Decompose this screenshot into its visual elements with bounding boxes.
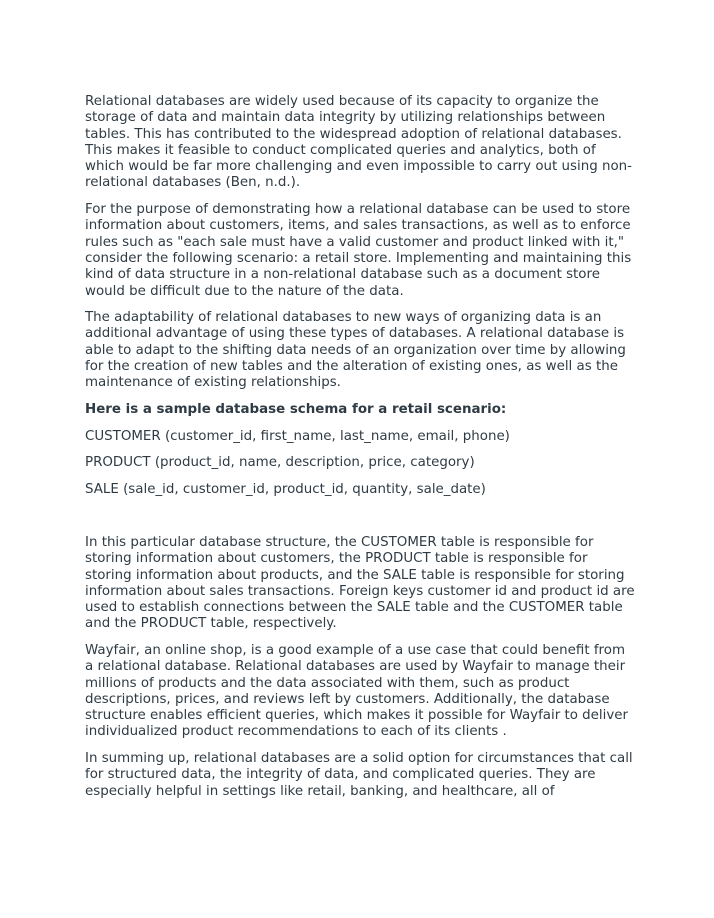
paragraph-relational-intro: Relational databases are widely used because of its capacity to organize the storage of data and maintain data integrity by utilizing relationships between tables. This has contributed to the widespread adoption of relational databases. This makes it feasible to conduct complicated queries and analytics, both of which would be far more challenging and even impossible to carry out using non-relational databases (Ben, n.d.). (85, 94, 632, 191)
paragraph-wayfair-example: Wayfair, an online shop, is a good example of a use case that could benefit from a relational database. Relational databases are used by Wayfair to manage their millions of products and the data associated with them, such as product descriptions, prices, and reviews left by customers. Additionally, the database structure enables efficient queries, which makes it possible for Wayfair to deliver individualized product recommendations to each of its clients . (85, 642, 629, 740)
paragraph-schema-explanation: In this particular database structure, the CUSTOMER table is responsible for storing information about customers, the PRODUCT table is responsible for storing information about products, and the SALE table is responsible for storing information about sales transactions. Foreign keys customer id and product id are used to establish connections between the SALE table and the CUSTOMER table and the PRODUCT table, respectively. (85, 534, 635, 632)
schema-line-sale: SALE (sale_id, customer_id, product_id, quantity, sale_date) (85, 481, 486, 497)
schema-heading: Here is a sample database schema for a retail scenario: (85, 401, 507, 417)
paragraph-adaptability: The adaptability of relational databases to new ways of organizing data is an additional advantage of using these types of databases. A relational database is able to adapt to the shifting data needs of an organization over time by allowing for the creation of new tables and the alteration of existing ones, as well as the maintenance of existing relationships. (85, 310, 626, 391)
document-body (85, 94, 637, 810)
paragraph-retail-scenario: For the purpose of demonstrating how a relational database can be used to store information about customers, items, and sales transactions, as well as to enforce rules such as "each sale must have a valid customer and product linked with it," consider the following scenario: a retail store. Implementing and maintaining this kind of data structure in a non-relational database such as a document store would be difficult due to the nature of the data. (85, 202, 632, 299)
blank-line (85, 508, 637, 524)
schema-line-product: PRODUCT (product_id, name, description, price, category) (85, 455, 475, 471)
schema-line-customer: CUSTOMER (customer_id, first_name, last_name, email, phone) (85, 428, 510, 444)
paragraph-summary: In summing up, relational databases are a solid option for circumstances that call for structured data, the integrity of data, and complicated queries. They are especially helpful in settings like retail, banking, and healthcare, all of (85, 751, 633, 799)
